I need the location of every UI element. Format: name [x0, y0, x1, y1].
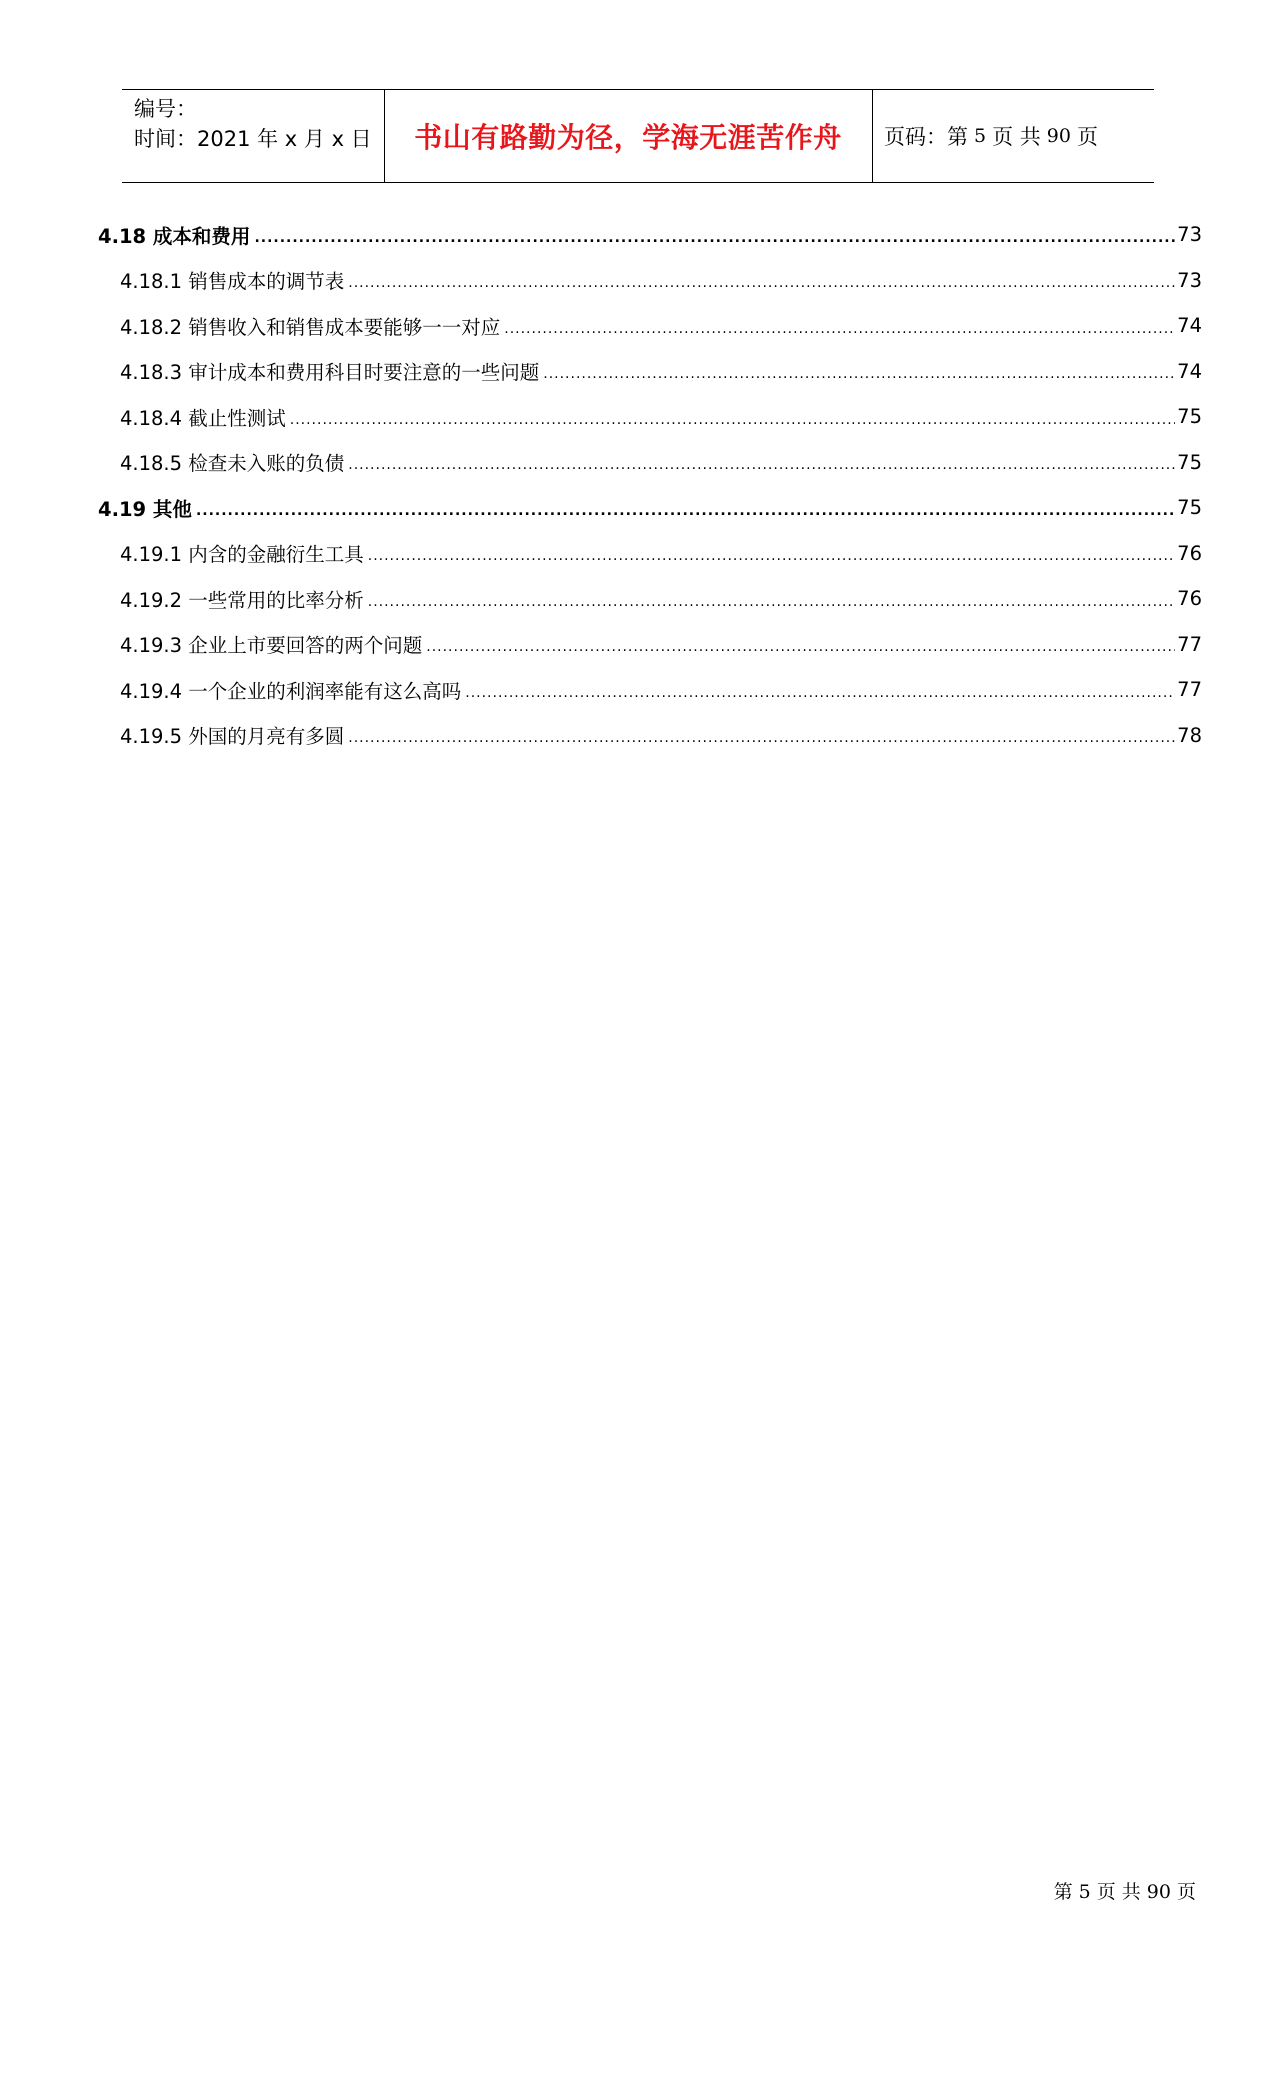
- toc-entry-number: 4.19.5: [120, 725, 183, 749]
- toc-entry-label: [120, 630, 426, 658]
- toc-entry-number: 4.19: [98, 497, 147, 521]
- toc-entry[interactable]: [98, 303, 1202, 349]
- toc-entry-title: 其他: [152, 497, 192, 521]
- toc-leader-dots: [368, 548, 1175, 564]
- toc-entry-number: 4.18.2: [120, 315, 183, 339]
- toc-entry-page: 75: [1177, 405, 1202, 429]
- footer-word: 共: [1121, 1881, 1141, 1903]
- toc-entry-number: 4.19.1: [120, 543, 183, 567]
- page-header: [122, 89, 1154, 183]
- toc-entry[interactable]: [98, 440, 1202, 486]
- toc-entry-page: 77: [1177, 632, 1202, 656]
- toc-entry-label: [120, 266, 348, 294]
- toc-entry-page: 75: [1177, 450, 1202, 474]
- toc-entry-page: 74: [1177, 359, 1202, 383]
- toc-entry-label: [120, 721, 348, 749]
- toc-entry-label: [120, 312, 504, 340]
- page-suffix: 页: [1076, 124, 1098, 149]
- toc-leader-dots: [254, 230, 1175, 246]
- toc-entry[interactable]: [98, 576, 1202, 622]
- toc-entry-label: [120, 448, 348, 476]
- toc-entry[interactable]: [98, 349, 1202, 395]
- toc-entry[interactable]: [98, 212, 1202, 258]
- toc-entry-page: 75: [1177, 496, 1202, 520]
- toc-entry-label: [120, 676, 465, 704]
- toc-entry-page: 73: [1177, 223, 1202, 247]
- toc-entry-number: 4.18.1: [120, 270, 183, 294]
- toc-entry-title: 检查未入账的负债: [188, 452, 345, 476]
- toc-entry[interactable]: [98, 394, 1202, 440]
- page-prefix: 页码：第: [884, 124, 968, 149]
- toc-leader-dots: [426, 639, 1175, 655]
- toc-leader-dots: [465, 685, 1175, 701]
- toc-entry-page: 76: [1177, 541, 1202, 565]
- header-page-info: [884, 90, 1098, 181]
- toc-entry-title: 销售成本的调节表: [188, 270, 345, 294]
- header-divider: [872, 90, 873, 182]
- header-info: [134, 94, 372, 154]
- toc-entry-page: 77: [1177, 678, 1202, 702]
- toc-entry[interactable]: [98, 713, 1202, 759]
- page-current: 5: [974, 124, 987, 147]
- toc-leader-dots: [196, 503, 1175, 519]
- footer-word: 页: [1176, 1881, 1196, 1903]
- toc-entry-page: 73: [1177, 268, 1202, 292]
- footer-page-total: 90: [1146, 1881, 1171, 1903]
- toc-entry[interactable]: [98, 622, 1202, 668]
- page-total: 90: [1046, 124, 1071, 147]
- toc-leader-dots: [543, 366, 1175, 382]
- toc-entry-number: 4.18.3: [120, 361, 183, 385]
- toc-entry-number: 4.18: [98, 224, 147, 248]
- page-footer: [1054, 1877, 1202, 1904]
- footer-word: 页: [1096, 1881, 1116, 1903]
- toc-leader-dots: [368, 594, 1175, 610]
- toc-leader-dots: [290, 412, 1175, 428]
- toc-entry[interactable]: [98, 531, 1202, 577]
- toc-entry[interactable]: [98, 258, 1202, 304]
- toc-entry-title: 销售收入和销售成本要能够一一对应: [188, 315, 501, 339]
- toc-leader-dots: [348, 275, 1175, 291]
- toc-entry-title: 企业上市要回答的两个问题: [188, 634, 423, 658]
- footer-page-current: 5: [1078, 1881, 1091, 1903]
- toc-entry-label: [98, 221, 254, 249]
- toc-entry-title: 审计成本和费用科目时要注意的一些问题: [188, 361, 540, 385]
- toc-leader-dots: [348, 457, 1175, 473]
- toc-entry-number: 4.18.5: [120, 452, 183, 476]
- toc-leader-dots: [504, 321, 1175, 337]
- toc-entry-page: 74: [1177, 314, 1202, 338]
- footer-word: 第: [1053, 1881, 1073, 1903]
- toc-entry-number: 4.19.2: [120, 588, 183, 612]
- toc-entry-label: [120, 539, 368, 567]
- toc-leader-dots: [348, 730, 1175, 746]
- toc-entry-page: 76: [1177, 587, 1202, 611]
- toc-entry-label: [120, 357, 543, 385]
- toc-entry-title: 截止性测试: [188, 406, 286, 430]
- table-of-contents: [98, 212, 1202, 758]
- toc-entry-number: 4.19.3: [120, 634, 183, 658]
- toc-entry-title: 外国的月亮有多圆: [188, 725, 345, 749]
- document-time: 时间：2021 年 x 月 x 日: [134, 127, 372, 151]
- toc-entry[interactable]: [98, 485, 1202, 531]
- toc-entry-number: 4.19.4: [120, 679, 183, 703]
- toc-entry[interactable]: [98, 667, 1202, 713]
- toc-entry-page: 78: [1177, 723, 1202, 747]
- toc-entry-title: 成本和费用: [152, 224, 251, 248]
- toc-entry-title: 内含的金融衍生工具: [188, 543, 364, 567]
- toc-entry-title: 一个企业的利润率能有这么高吗: [188, 679, 462, 703]
- toc-entry-label: [120, 585, 368, 613]
- document-id-label: 编号：: [134, 97, 197, 121]
- header-motto: 书山有路勤为径，学海无涯苦作舟: [414, 120, 842, 154]
- toc-entry-label: [120, 403, 290, 431]
- toc-entry-title: 一些常用的比率分析: [188, 588, 364, 612]
- toc-entry-label: [98, 494, 196, 522]
- toc-entry-number: 4.18.4: [120, 406, 183, 430]
- page-mid: 页 共: [992, 124, 1041, 149]
